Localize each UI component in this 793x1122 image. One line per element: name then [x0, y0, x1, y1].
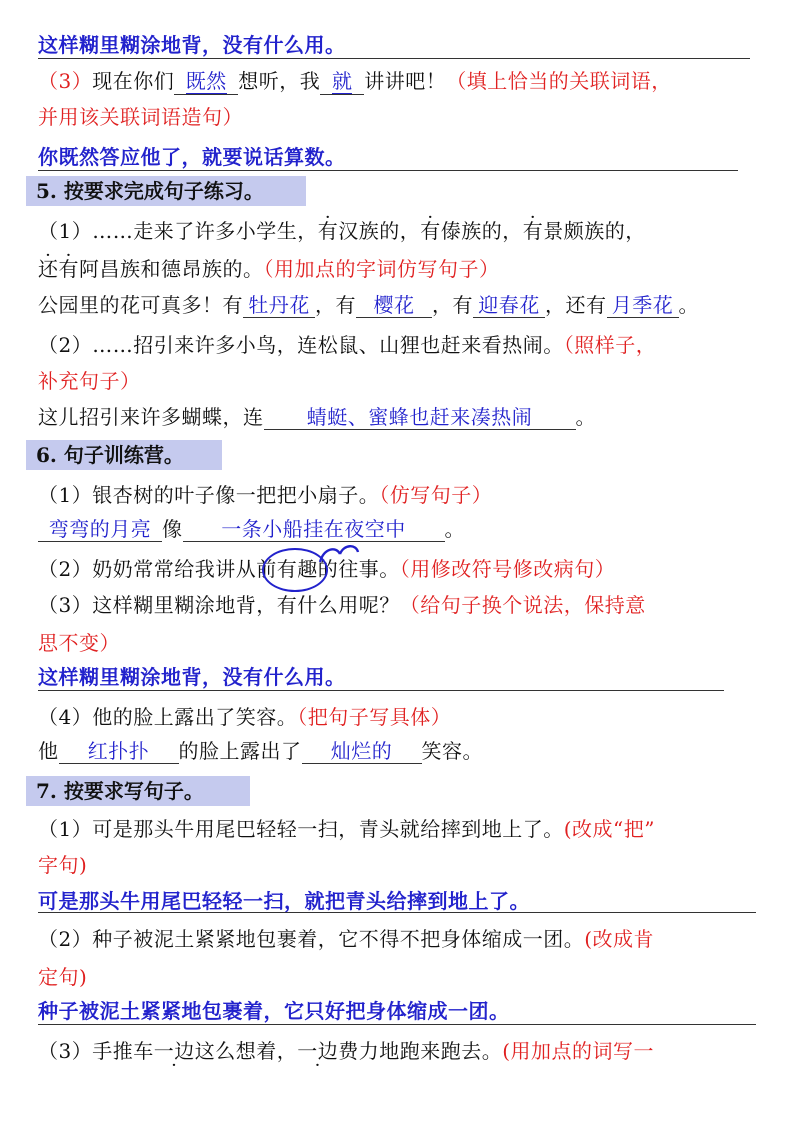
answer-underline	[38, 58, 750, 59]
s7-q3-text: （3）手推车一边这么想着，一边费力地跑来跑去。(用加点的词写一	[38, 1039, 655, 1063]
blank-1: 既然	[174, 69, 238, 95]
s7-q1-answer: 可是那头牛用尾巴轻轻一扫，就把青头给摔到地上了。	[38, 889, 530, 913]
s5-q1-line1: （1）……走来了许多小学生，有汉族的，有傣族的，有景颇族的，	[38, 219, 646, 243]
s5-q1-answer: 公园里的花可真多！有 牡丹花 ，有 樱花 ，有 迎春花 ，还有 月季花 。	[38, 293, 699, 317]
s6-q4-answer: 他 红扑扑 的脸上露出了 灿烂的 笑容。	[38, 739, 483, 763]
blank-2: 灿烂的	[302, 739, 422, 764]
section-7-heading: 7. 按要求写句子。	[26, 776, 250, 806]
s6-q3-instruction-cont: 思不变）	[38, 631, 120, 655]
instruction-text: （把句子写具体）	[297, 705, 452, 729]
answer-underline	[38, 690, 724, 691]
s7-q2-text: （2）种子被泥土紧紧地包裹着，它不得不把身体缩成一团。(改成肯	[38, 927, 655, 951]
s6-q3-answer: 这样糊里糊涂地背，没有什么用。	[38, 665, 346, 689]
s6-q2-text: （2）奶奶常常给我讲从前有趣的往事。（用修改符号修改病句）	[38, 557, 616, 581]
question-number: （3）	[38, 69, 93, 93]
instruction-text: （给句子换个说法，保持意	[399, 593, 646, 617]
instruction-text: (用加点的词写一	[502, 1039, 655, 1063]
q3-fill-in-line: （3）现在你们 既然 想听，我 就 讲讲吧！（填上恰当的关联词语，	[38, 69, 672, 93]
blank-1: 弯弯的月亮	[38, 517, 162, 542]
s7-q1-instruction-cont: 字句)	[38, 853, 88, 877]
s7-q2-answer: 种子被泥土紧紧地包裹着，它只好把身体缩成一团。	[38, 999, 510, 1023]
move-correction-mark	[316, 540, 362, 566]
section-5-heading: 5. 按要求完成句子练习。	[26, 176, 306, 206]
blank-2: 就	[320, 69, 364, 95]
section-6-heading: 6. 句子训练营。	[26, 440, 222, 470]
s7-q1-text: （1）可是那头牛用尾巴轻轻一扫，青头就给摔到地上了。(改成“把”	[38, 817, 655, 841]
q3-answer: 你既然答应他了，就要说话算数。	[38, 145, 346, 169]
instruction-text: (改成“把”	[563, 817, 655, 841]
s6-q4-text: （4）他的脸上露出了笑容。（把句子写具体）	[38, 705, 452, 729]
instruction-text: （用加点的字词仿写句子）	[263, 257, 500, 281]
blank-2: 樱花	[356, 293, 432, 318]
prev-answer: 这样糊里糊涂地背，没有什么用。	[38, 33, 346, 57]
s6-q1-answer: 弯弯的月亮 像 一条小船挂在夜空中 。	[38, 516, 465, 542]
s6-q1-text: （1）银杏树的叶子像一把把小扇子。（仿写句子）	[38, 483, 493, 507]
s6-q3-text: （3）这样糊里糊涂地背，有什么用呢？（给句子换个说法，保持意	[38, 593, 646, 617]
instruction-text: （用修改符号修改病句）	[399, 557, 616, 581]
s5-q2-answer: 这儿招引来许多蝴蝶，连 蜻蜓、蜜蜂也赶来凑热闹 。	[38, 405, 596, 429]
blank-3: 迎春花	[473, 293, 545, 318]
instruction-text: (改成肯	[584, 927, 655, 951]
s5-q2-line1: （2）……招引来许多小鸟，连松鼠、山狸也赶来看热闹。（照样子，	[38, 333, 657, 357]
blank-4: 月季花	[607, 293, 679, 318]
q3-instruction-cont: 并用该关联词语造句）	[38, 105, 243, 129]
answer-underline	[38, 170, 738, 171]
blank-1: 牡丹花	[243, 293, 315, 318]
instruction-text: （填上恰当的关联词语，	[446, 69, 672, 93]
blank-answer: 蜻蜓、蜜蜂也赶来凑热闹	[264, 405, 576, 430]
blank-2: 一条小船挂在夜空中	[183, 517, 445, 542]
circled-word: 从前	[235, 557, 277, 581]
answer-underline	[38, 1024, 756, 1025]
s7-q2-instruction-cont: 定句)	[38, 965, 88, 989]
instruction-text: （照样子，	[563, 333, 657, 357]
s5-q2-instruction-cont: 补充句子）	[38, 369, 141, 393]
answer-underline	[38, 912, 756, 913]
s5-q1-line2: 还有阿昌族和德昂族的。（用加点的字词仿写句子）	[38, 257, 500, 281]
instruction-text: （仿写句子）	[379, 483, 493, 507]
blank-1: 红扑扑	[59, 739, 179, 764]
